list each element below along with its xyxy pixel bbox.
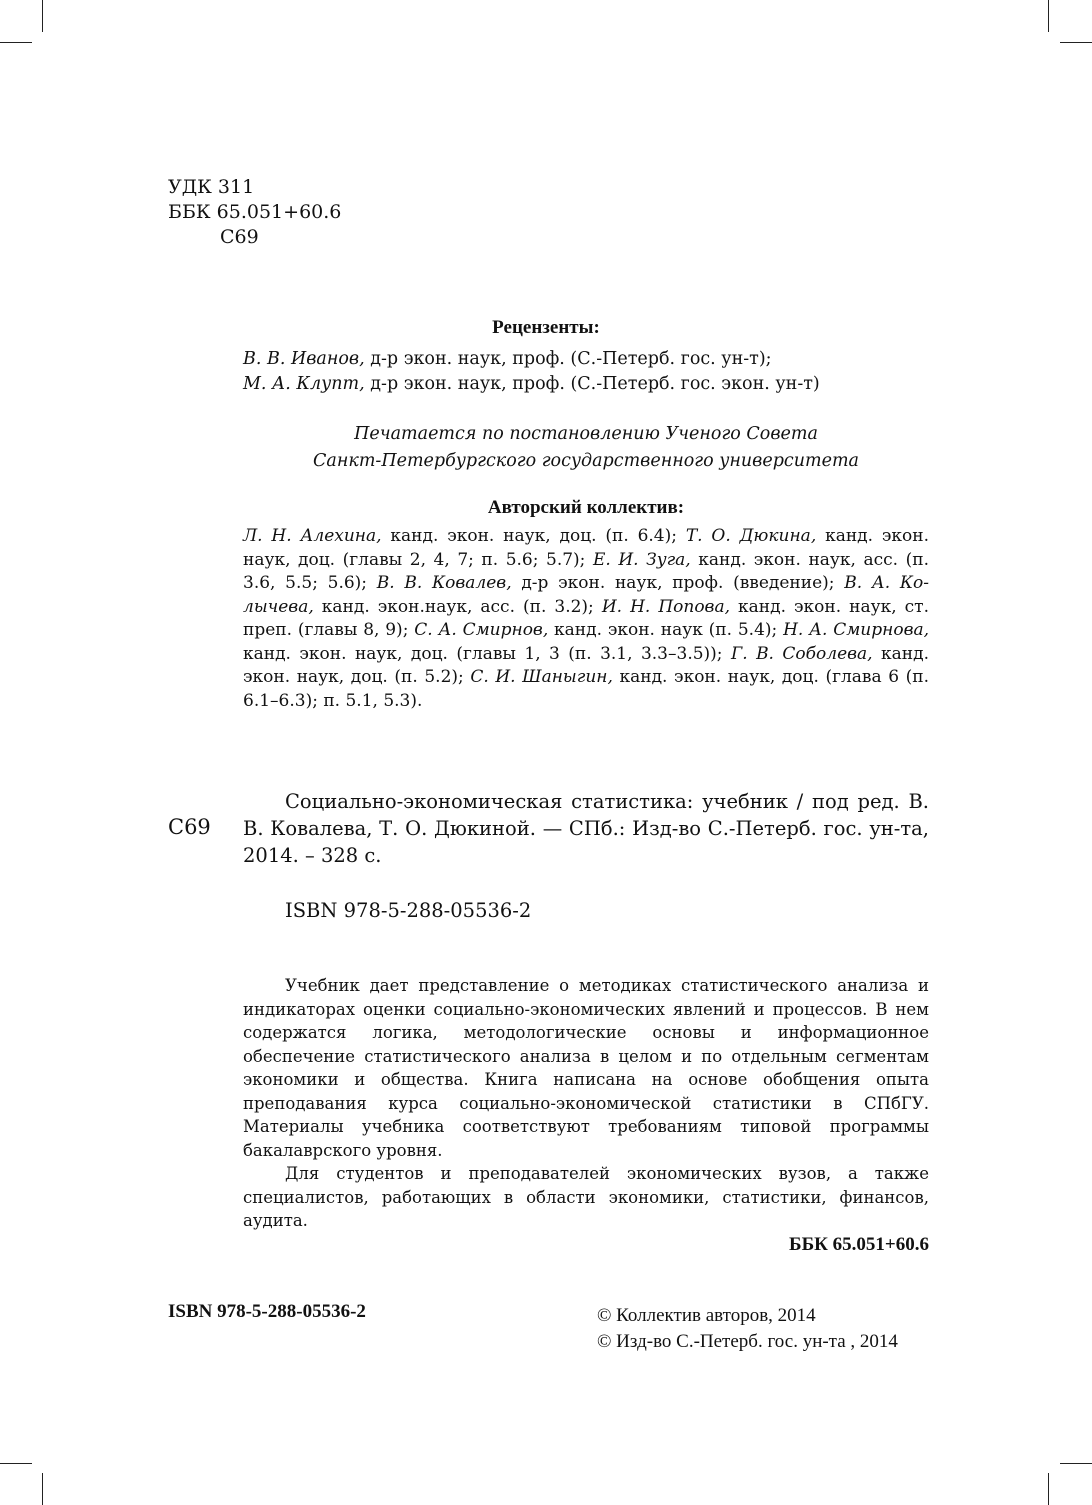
author-name: Л. Н. Алехина, bbox=[243, 526, 382, 546]
author-name: И. Н. Попова, bbox=[601, 596, 730, 617]
reviewers-list bbox=[243, 347, 820, 397]
crop-mark bbox=[1048, 1473, 1049, 1505]
copyright-line: © Коллектив авторов, 2014 bbox=[597, 1305, 816, 1326]
copyright-line: © Изд-во С.-Петерб. гос. ун-та , 2014 bbox=[597, 1331, 898, 1352]
abstract-paragraph: Для студентов и преподавателей экономических вузов, а также специалистов, работающих в области экономики, статистики, финансов, аудита. bbox=[243, 1164, 929, 1230]
udk-code: УДК 311 bbox=[168, 176, 255, 198]
author-details: д-р экон. наук, проф. (введение); bbox=[511, 573, 845, 593]
abstract-paragraph: Учебник дает представление о методиках статистического анализа и индикаторах оценки социально-экономических явлений и процессов. В нем содержатся логика, методологические основы и информационное обеспечение статистического анализа в целом и по отдельным сегментам экономики и общества. Книга написана на основе обобщения опыта преподавания курса социально-экономической статистики в СПбГУ. Материалы учебника соответствуют требованиям типовой программы бакалаврского уровня. bbox=[243, 976, 929, 1160]
reviewer-name: В. В. Иванов, bbox=[243, 349, 365, 369]
approval-line: Санкт-Петербургского государственного университета bbox=[313, 451, 859, 471]
approval-line: Печатается по постановлению Ученого Совета bbox=[354, 424, 818, 444]
author-details: канд. экон. наук, доц. (главы 1, 3 (п. 3.1, 3.3–3.5)); bbox=[243, 643, 731, 664]
reviewer-name: М. А. Клупт, bbox=[243, 374, 365, 394]
classification-block bbox=[168, 175, 341, 250]
author-details: канд. экон. наук, доц. (п. 6.4); bbox=[381, 526, 686, 546]
reviewer-details: д-р экон. наук, проф. (С.-Петерб. гос. экон. ун-т) bbox=[364, 374, 820, 394]
author-details: канд. экон. наук, доц. (п. 5.2); bbox=[243, 643, 929, 687]
isbn-bottom: ISBN 978-5-288-05536-2 bbox=[168, 1301, 366, 1322]
author-name: Е. И. Зуга, bbox=[592, 549, 691, 570]
reviewers-title: Рецензенты: bbox=[492, 317, 600, 338]
author-details: канд. экон.наук, асс. (п. 3.2); bbox=[313, 596, 602, 617]
isbn-line: ISBN 978-5-288-05536-2 bbox=[285, 899, 532, 922]
author-name: С. А. Смирнов, bbox=[414, 620, 549, 640]
author-name: В. А. Колычева, bbox=[243, 573, 930, 617]
author-details: канд. экон. наук, доц. (главы 2, 4, 7; п. 5.6; 5.7); bbox=[243, 526, 929, 570]
bbk-code: ББК 65.051+60.6 bbox=[168, 201, 342, 223]
reviewer-entry bbox=[243, 347, 820, 372]
bibliographic-description: Социально-экономическая статистика: учебник / под ред. В. В. Ковалева, Т. О. Дюкиной. — СПб.: Изд-во С.-Петерб. гос. ун-та, 2014. – 328 с. bbox=[243, 790, 929, 867]
author-details: канд. экон. наук, ст. преп. (главы 8, 9); bbox=[243, 596, 929, 640]
author-details: канд. экон. наук, асс. (п. 3.6, 5.5; 5.6); bbox=[243, 549, 929, 593]
crop-mark bbox=[1060, 1463, 1092, 1464]
author-name: Т. О. Дюкина, bbox=[685, 526, 817, 546]
copyright-block bbox=[597, 1303, 898, 1355]
reviewer-entry bbox=[243, 372, 820, 397]
crop-mark bbox=[1048, 0, 1049, 32]
crop-mark bbox=[1060, 42, 1092, 43]
author-name: В. В. Ковалев, bbox=[376, 573, 512, 593]
crop-mark bbox=[42, 1473, 43, 1505]
author-name: Н. А. Смирнова, bbox=[783, 620, 929, 640]
authors-list bbox=[243, 525, 929, 713]
crop-mark bbox=[0, 42, 32, 43]
reviewer-details: д-р экон. наук, проф. (С.-Петерб. гос. ун-т); bbox=[364, 349, 772, 369]
author-name: С. И. Шаныгин, bbox=[470, 667, 613, 687]
author-sign: С69 bbox=[220, 226, 259, 248]
bibliography-sign: С69 bbox=[168, 815, 211, 839]
crop-mark bbox=[42, 0, 43, 32]
abstract bbox=[243, 974, 929, 1233]
bbk-bottom: ББК 65.051+60.6 bbox=[789, 1234, 929, 1255]
authors-title: Авторский коллектив: bbox=[487, 497, 685, 518]
approval-note bbox=[243, 421, 929, 475]
author-details: канд. экон. наук (п. 5.4); bbox=[548, 620, 784, 640]
author-name: Г. В. Соболева, bbox=[730, 643, 873, 664]
crop-mark bbox=[0, 1463, 32, 1464]
author-details: канд. экон. наук, доц. (глава 6 (п. 6.1–6.3); п. 5.1, 5.3). bbox=[243, 667, 929, 711]
